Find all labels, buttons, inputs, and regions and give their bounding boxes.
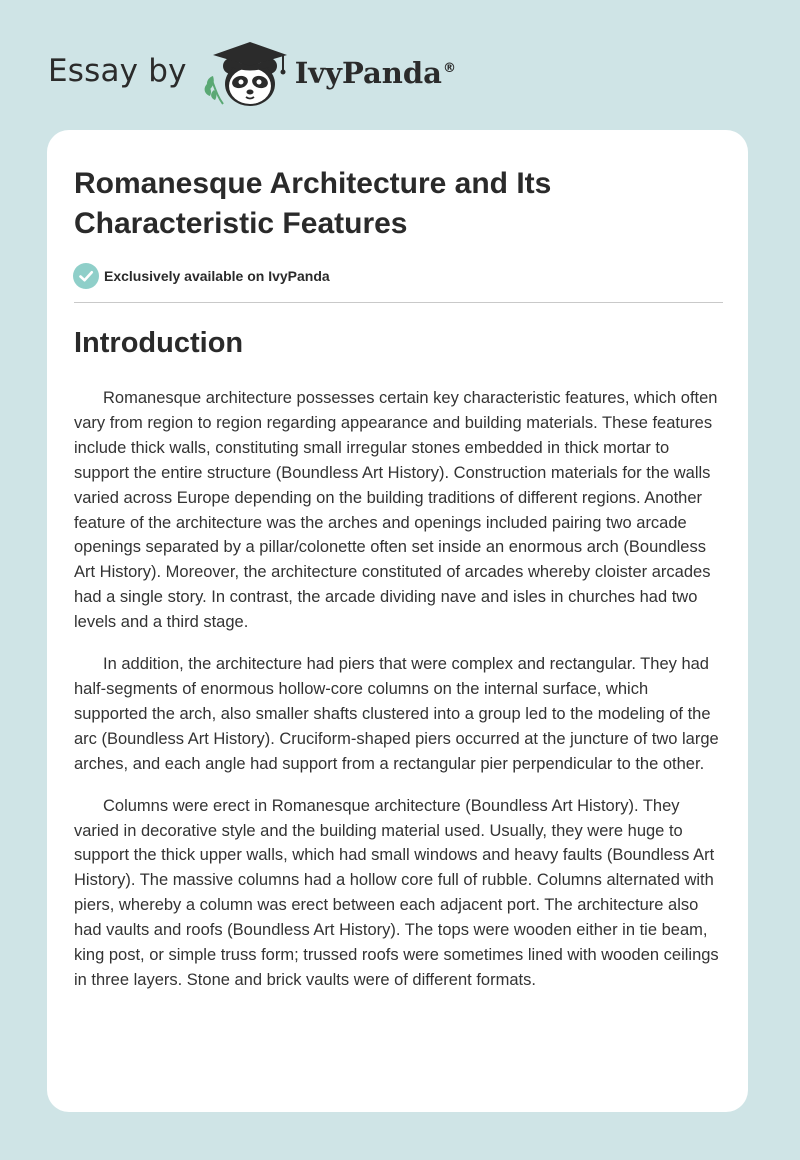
section-heading: Introduction <box>74 327 244 359</box>
registered-mark: ® <box>442 61 456 77</box>
brand-prefix: Essay by <box>48 53 187 89</box>
essay-card <box>47 130 748 1112</box>
paragraph: Columns were erect in Romanesque architecture (Boundless Art History). They varied in decorative style and the building material used. Usually, they were huge to support the thick upper walls, which had small windows and heavy faults (Boundless Art History). The massive columns had a hollow core full of rubble. Columns alternated with piers, whereby a column was erect between each adjacent port. The architecture also had vaults and roofs (Boundless Art History). The tops were wooden either in tie beam, king post, or simple truss form; trussed roofs were sometimes lined with wooden ceilings in three layers. Stone and brick vaults were of different formats. <box>74 796 719 989</box>
essay-title: Romanesque Architecture and Its Characteristic Features <box>74 167 552 240</box>
exclusive-notice <box>73 263 330 289</box>
paragraph: In addition, the architecture had piers that were complex and rectangular. They had half-segments of enormous hollow-core columns on the internal surface, which supported the arch, also smaller shafts clustered into a group led to the modeling of the arc (Boundless Art History). Cruciform-shaped piers occurred at the juncture of two large arches, and each angle had support from a rectangular pier perpendicular to the other. <box>74 655 719 773</box>
exclusive-label: Exclusively available on IvyPanda <box>104 268 330 284</box>
paragraph: Romanesque architecture possesses certain key characteristic features, which often vary from region to region regarding appearance and building materials. These features include thick walls, constituting small irregular stones embedded in thick mortar to support the entire structure (Boundless Art History). Construction materials for the walls varied across Europe depending on the building traditions of different regions. Another feature of the architecture was the arches and openings included pairing two arcade openings separated by a pillar/colonette often set inside an enormous arch (Boundless Art History). Moreover, the architecture constituted of arcades whereby cloister arcades had a single story. In contrast, the arcade dividing nave and isles in churches had two levels and a third stage. <box>74 389 718 632</box>
essay-body <box>74 386 723 1010</box>
panda-graduation-cap-icon <box>201 34 293 110</box>
site-brand[interactable] <box>48 34 456 110</box>
checkmark-badge-icon <box>73 263 99 289</box>
divider <box>74 302 723 303</box>
brand-name: IvyPanda® <box>294 56 456 90</box>
